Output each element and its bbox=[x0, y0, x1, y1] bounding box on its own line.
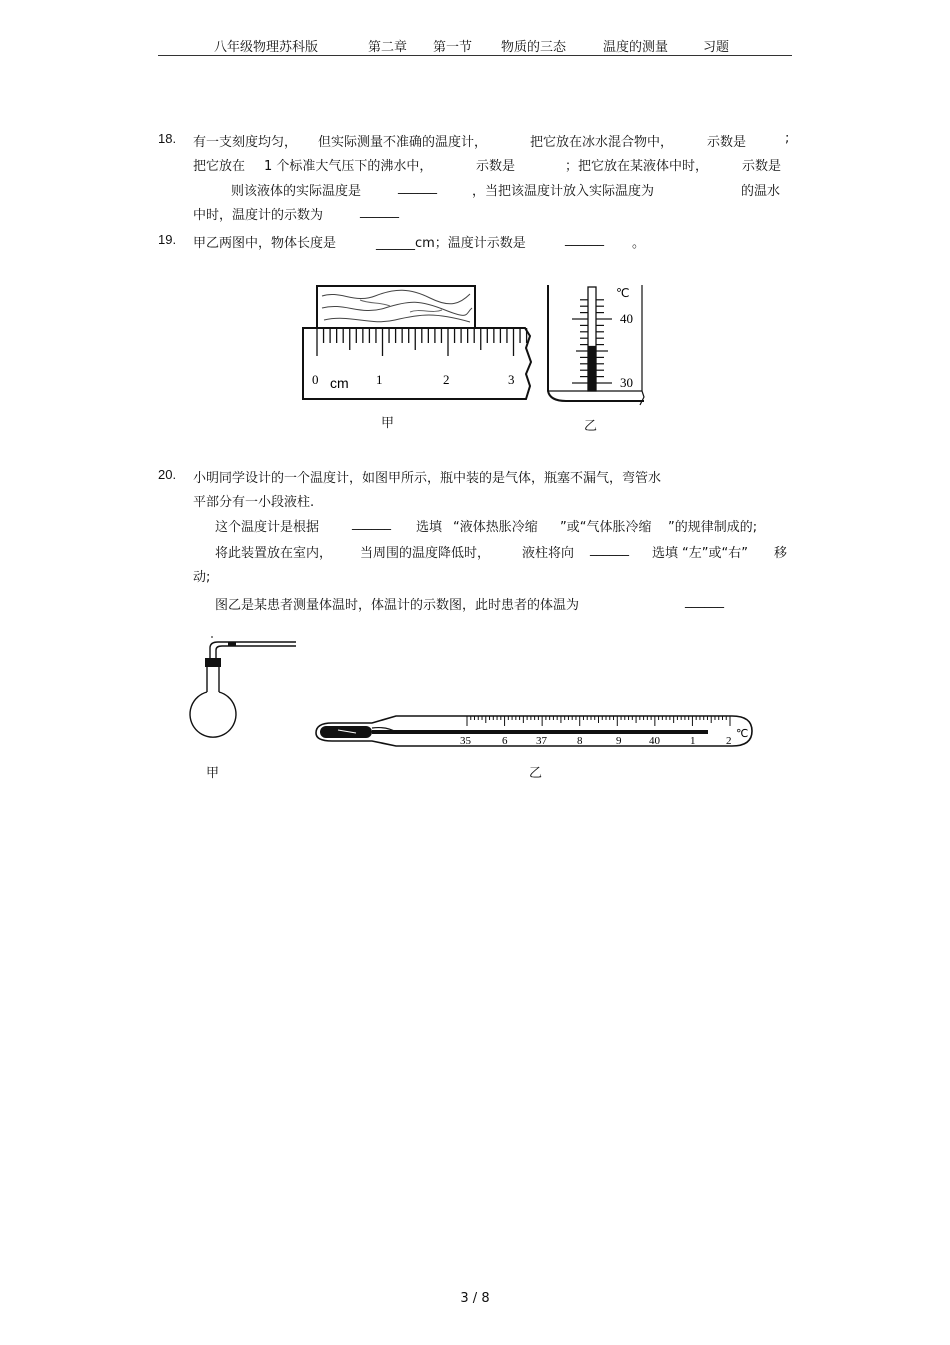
ruler-label-3: 3 bbox=[508, 372, 515, 387]
q20-l4-f: “左”或“右” bbox=[682, 546, 748, 561]
clinical-label-38: 8 bbox=[577, 735, 583, 747]
clinical-thermometer bbox=[312, 713, 760, 751]
flask-bulb bbox=[190, 692, 236, 737]
thermometer-figure bbox=[542, 283, 652, 407]
q20-l3-f: ”的规律制成的; bbox=[668, 520, 758, 535]
q18-l1-b: 但实际测量不准确的温度计， bbox=[318, 135, 488, 150]
page-number: 3 / 8 bbox=[460, 1291, 490, 1306]
header-topic1: 物质的三态 bbox=[501, 40, 567, 55]
flask-caption: 甲 bbox=[206, 766, 220, 781]
clinical-label-39: 9 bbox=[616, 735, 622, 747]
q18-l2-a: 把它放在 bbox=[193, 159, 246, 174]
header-topic2: 温度的测量 bbox=[603, 40, 669, 55]
q18-l2-d: ；把它放在某液体中时， bbox=[565, 159, 709, 174]
q19-l1-d: 。 bbox=[632, 236, 646, 251]
clinical-mercury bbox=[372, 730, 708, 734]
q18-l3-a: 则该液体的实际温度是 bbox=[231, 184, 362, 199]
q20-l6-a: 图乙是某患者测量体温时，体温计的示数图，此时患者的体温为 bbox=[215, 598, 580, 613]
thermo-unit: ℃ bbox=[616, 286, 630, 300]
q18-l1-d: 示数是 bbox=[707, 135, 747, 150]
q18-l2-b: 1 个标准大气压下的沸水中， bbox=[264, 159, 433, 174]
ruler-unit: cm bbox=[330, 375, 349, 391]
clinical-bulb bbox=[320, 726, 372, 738]
q20-blank-1: ______ bbox=[352, 516, 391, 531]
q20-l5: 动; bbox=[193, 570, 211, 585]
header-section: 第一节 bbox=[433, 40, 473, 55]
q20-l3-d: “液体热胀冷缩 bbox=[453, 520, 538, 535]
q18-blank-2: ______ bbox=[360, 204, 399, 219]
q18-l1-c: 把它放在冰水混合物中， bbox=[530, 135, 674, 150]
clinical-caption: 乙 bbox=[529, 766, 543, 781]
ruler-label-1: 1 bbox=[376, 372, 383, 387]
q18-l2-e: 示数是 bbox=[742, 159, 782, 174]
thermo-caption: 乙 bbox=[584, 419, 598, 434]
q20-l2: 平部分有一小段液柱. bbox=[193, 495, 315, 510]
q18-l2-c: 示数是 bbox=[476, 159, 516, 174]
q20-l1: 小明同学设计的一个温度计，如图甲所示，瓶中装的是气体，瓶塞不漏气，弯管水 bbox=[193, 471, 662, 486]
q18-blank-1: ______ bbox=[398, 180, 437, 195]
header-grade: 八年级物理苏科版 bbox=[214, 40, 319, 55]
ruler-figure bbox=[300, 282, 535, 404]
clinical-label-41: 1 bbox=[690, 735, 696, 747]
q20-number: 20. bbox=[158, 467, 177, 482]
clinical-label-36: 6 bbox=[502, 735, 508, 747]
q19-l1-b: ______cm；温度计示数是 bbox=[376, 236, 526, 251]
q20-l4-a: 将此装置放在室内， bbox=[215, 546, 333, 561]
thermo-liquid bbox=[588, 346, 596, 391]
q18-l3-c: ，当把该温度计放入实际温度为 bbox=[472, 184, 655, 199]
q20-l4-b: 当周围的温度降低时， bbox=[360, 546, 491, 561]
q18-l1-e: ; bbox=[785, 131, 790, 146]
header-chapter: 第二章 bbox=[368, 40, 408, 55]
q18-l3-d: 的温水 bbox=[741, 184, 781, 199]
clinical-unit: ℃ bbox=[736, 727, 749, 740]
q20-l3-a: 这个温度计是根据 bbox=[215, 520, 320, 535]
ruler-label-0: 0 bbox=[312, 372, 319, 387]
q20-l4-g: 移 bbox=[774, 546, 788, 561]
clinical-label-35: 35 bbox=[460, 735, 471, 747]
thermo-label-30: 30 bbox=[620, 375, 633, 390]
flask-figure bbox=[188, 636, 300, 758]
liquid-column bbox=[228, 642, 236, 646]
q19-blank-2: ______ bbox=[565, 232, 604, 247]
ruler-caption: 甲 bbox=[381, 416, 395, 431]
q18-l1-a: 有一支刻度均匀， bbox=[193, 135, 298, 150]
clinical-label-37: 37 bbox=[536, 735, 547, 747]
page-header bbox=[0, 36, 950, 56]
q19-l1-a: 甲乙两图中，物体长度是 bbox=[193, 236, 337, 251]
clinical-label-40: 40 bbox=[649, 735, 660, 747]
q20-blank-3: ______ bbox=[685, 594, 724, 609]
q18-number: 18. bbox=[158, 131, 177, 146]
thermo-label-40: 40 bbox=[620, 311, 633, 326]
q20-blank-2: ______ bbox=[590, 542, 629, 557]
q20-l3-c: 选填 bbox=[416, 520, 443, 535]
header-rule bbox=[158, 55, 792, 56]
q19-number: 19. bbox=[158, 232, 177, 247]
q18-l4-a: 中时，温度计的示数为 bbox=[193, 208, 324, 223]
clinical-label-42: 2 bbox=[726, 735, 732, 747]
q20-l4-e: 选填 bbox=[652, 546, 679, 561]
flask-stopper bbox=[205, 658, 221, 667]
ruler-label-2: 2 bbox=[443, 372, 450, 387]
q20-l4-c: 液柱将向 bbox=[522, 546, 575, 561]
header-exercises: 习题 bbox=[703, 40, 730, 55]
q20-l3-e: ”或“气体胀冷缩 bbox=[560, 520, 652, 535]
